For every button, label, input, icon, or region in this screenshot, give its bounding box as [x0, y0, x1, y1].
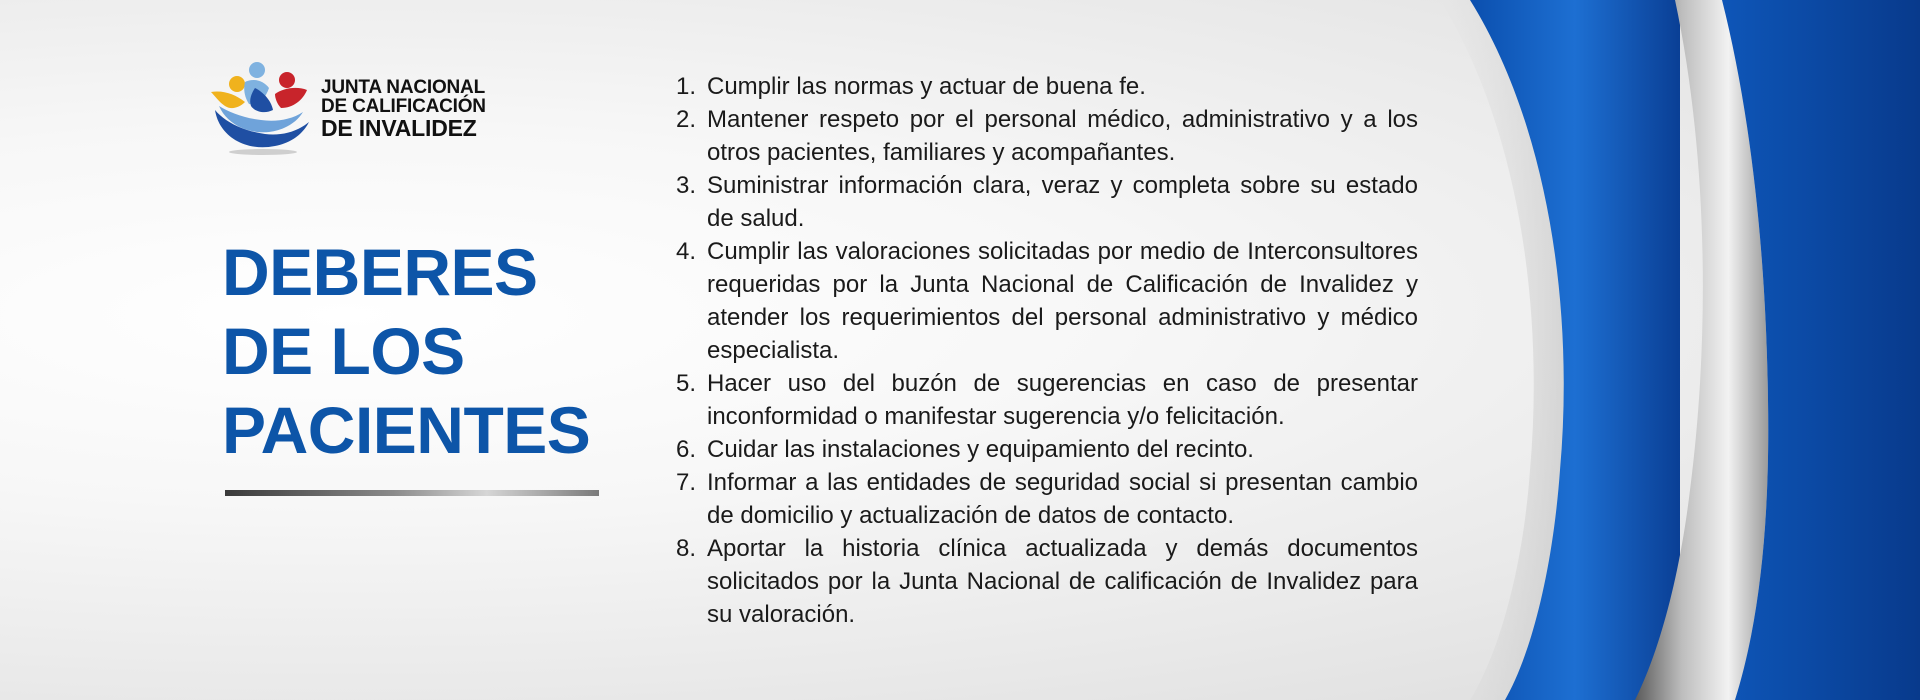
list-item-number: 2. — [676, 106, 697, 133]
logo-line-3: DE INVALIDEZ — [321, 115, 477, 141]
list-item — [676, 235, 1418, 367]
list-item — [676, 433, 1418, 466]
list-item-text: Hacer uso del buzón de sugerencias en caso de presentar inconformidad o manifestar sugerencia y/o felicitación. — [707, 370, 1418, 430]
list-item-number: 3. — [676, 172, 697, 199]
list-item-number: 6. — [676, 436, 697, 463]
organization-logo — [205, 48, 505, 158]
logo-emblem-icon — [205, 48, 315, 158]
list-item-text: Cuidar las instalaciones y equipamiento del recinto. — [707, 436, 1254, 463]
list-item-text: Cumplir las valoraciones solicitadas por medio de Interconsultores requeridas por la Junta Nacional de Calificación de Invalidez y atender los requerimientos del personal administrativo y médico especialista. — [707, 238, 1418, 364]
list-item — [676, 169, 1418, 235]
list-item-text: Mantener respeto por el personal médico, administrativo y a los otros pacientes, familiares y acompañantes. — [707, 106, 1418, 166]
list-item-text: Suministrar información clara, veraz y completa sobre su estado de salud. — [707, 172, 1418, 232]
list-item-number: 1. — [676, 73, 697, 100]
list-item-number: 4. — [676, 238, 697, 265]
title-line-3: PACIENTES — [222, 393, 591, 467]
list-item-number: 7. — [676, 469, 697, 496]
title-line-1: DEBERES — [222, 235, 538, 309]
list-item — [676, 532, 1418, 631]
page-title — [222, 233, 622, 470]
list-item — [676, 103, 1418, 169]
list-item-text: Cumplir las normas y actuar de buena fe. — [707, 73, 1146, 100]
list-item-text: Aportar la historia clínica actualizada y demás documentos solicitados por la Junta Nacional de calificación de Invalidez para su valoración. — [707, 535, 1418, 628]
list-item-text: Informar a las entidades de seguridad social si presentan cambio de domicilio y actualización de datos de contacto. — [707, 469, 1418, 529]
list-item-number: 8. — [676, 535, 697, 562]
logo-line-2: DE CALIFICACIÓN — [321, 96, 486, 117]
logo-line-1: JUNTA NACIONAL — [321, 77, 485, 98]
duties-list — [676, 70, 1418, 631]
title-line-2: DE LOS — [222, 314, 465, 388]
list-item-number: 5. — [676, 370, 697, 397]
list-item — [676, 70, 1418, 103]
logo-text — [321, 78, 511, 140]
title-underline — [225, 490, 599, 496]
list-item — [676, 367, 1418, 433]
list-item — [676, 466, 1418, 532]
